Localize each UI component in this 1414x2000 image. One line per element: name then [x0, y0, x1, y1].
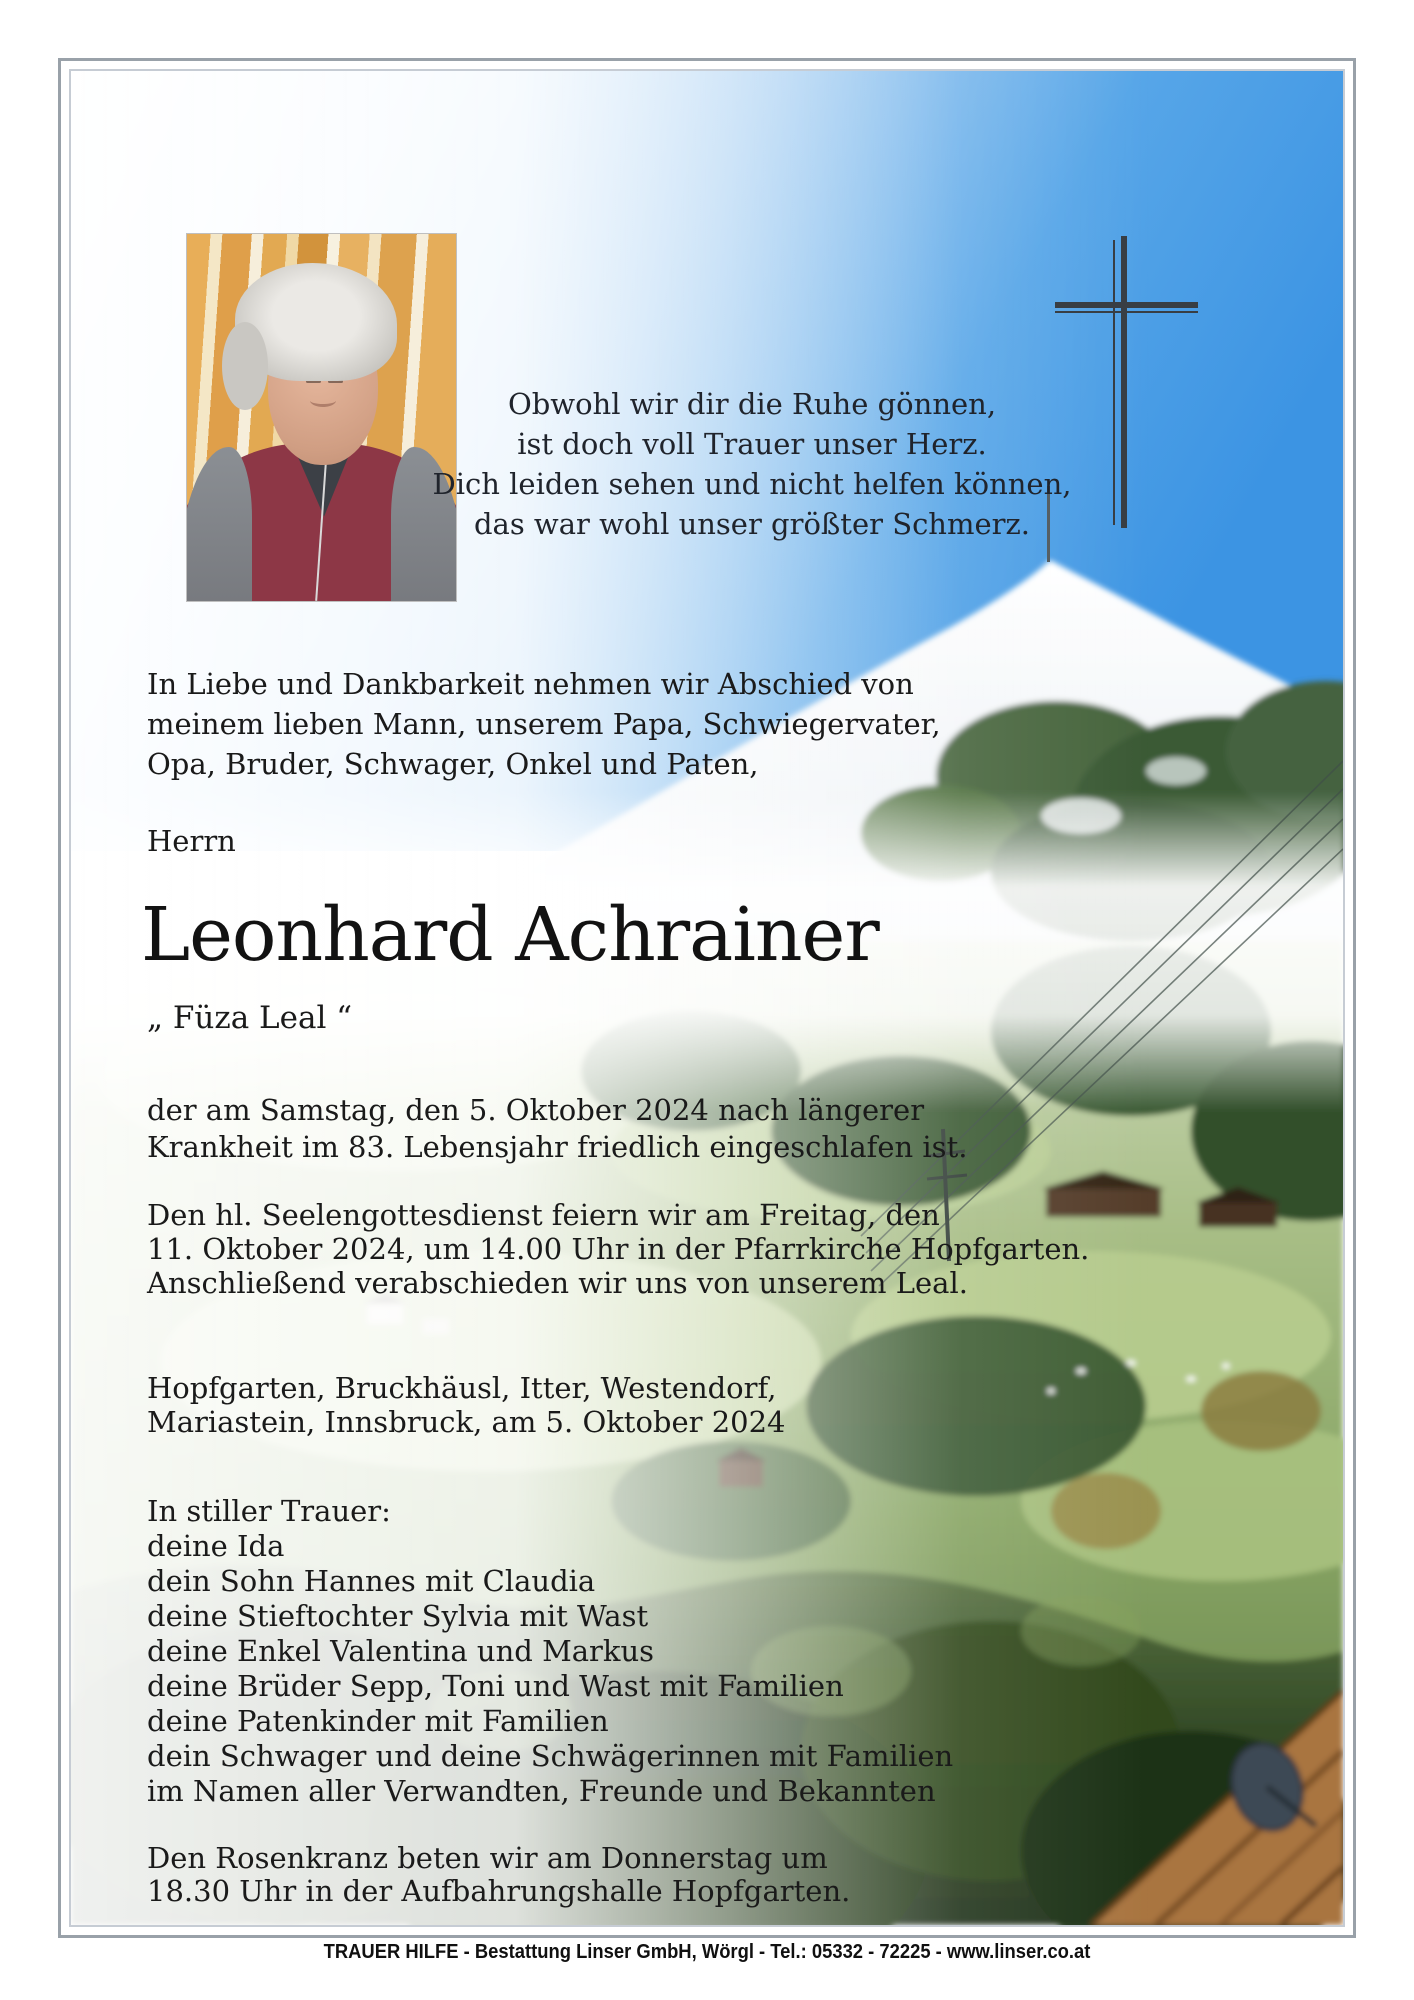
rosary-line: Den Rosenkranz beten wir am Donnerstag um	[147, 1841, 828, 1875]
mourner-line: deine Brüder Sepp, Toni und Wast mit Familien	[147, 1669, 844, 1703]
verse-line: Dich leiden sehen und nicht helfen können,	[432, 467, 1072, 501]
death-date-block	[147, 1092, 967, 1166]
salutation: Herrn	[147, 824, 236, 858]
verse-line: das war wohl unser größter Schmerz.	[473, 507, 1031, 541]
farewell-intro-block	[147, 664, 941, 784]
funeral-service-line: Anschließend verabschieden wir uns von unserem Leal.	[147, 1266, 968, 1300]
mourner-line: dein Schwager und deine Schwägerinnen mit Familien	[147, 1739, 954, 1773]
portrait-hair-side	[222, 322, 268, 410]
cross-horizontal-thin-bar	[1055, 311, 1198, 313]
farewell-intro-line: meinem lieben Mann, unserem Papa, Schwiegervater,	[147, 707, 941, 741]
farewell-intro-line: Opa, Bruder, Schwager, Onkel und Paten,	[147, 747, 759, 781]
mourners-heading: In stiller Trauer:	[147, 1494, 391, 1528]
rosary-line: 18.30 Uhr in der Aufbahrungshalle Hopfgarten.	[147, 1874, 851, 1908]
portrait-mouth	[310, 394, 336, 407]
mourner-line: deine Stieftochter Sylvia mit Wast	[147, 1599, 649, 1633]
mourners-block	[147, 1494, 953, 1809]
mourner-line: deine Ida	[147, 1529, 285, 1563]
mourner-line: deine Patenkinder mit Familien	[147, 1704, 609, 1738]
deceased-name: Leonhard Achrainer	[141, 892, 879, 978]
mourner-line: dein Sohn Hannes mit Claudia	[147, 1564, 596, 1598]
verse-block	[340, 384, 1164, 544]
funeral-home-footer: TRAUER HILFE - Bestattung Linser GmbH, Wörgl - Tel.: 05332 - 72225 - www.linser.co.at	[323, 1941, 1091, 1963]
funeral-service-line: 11. Oktober 2024, um 14.00 Uhr in der Pfarrkirche Hopfgarten.	[147, 1232, 1090, 1266]
places-date-block	[147, 1371, 786, 1439]
cross-horizontal-bar	[1055, 302, 1198, 308]
deceased-nickname: „ Füza Leal “	[147, 1000, 353, 1036]
portrait-eye-left	[306, 380, 320, 383]
rosary-block	[147, 1842, 850, 1908]
funeral-service-line: Den hl. Seelengottesdienst feiern wir am Freitag, den	[147, 1198, 940, 1232]
verse-line: ist doch voll Trauer unser Herz.	[517, 427, 987, 461]
funeral-service-block	[147, 1198, 1089, 1300]
mourner-line: im Namen aller Verwandten, Freunde und Bekannten	[147, 1774, 936, 1808]
portrait-eye-right	[328, 380, 342, 383]
places-date-line: Mariastein, Innsbruck, am 5. Oktober 2024	[147, 1405, 786, 1439]
death-date-line: der am Samstag, den 5. Oktober 2024 nach längerer	[147, 1093, 925, 1127]
death-date-line: Krankheit im 83. Lebensjahr friedlich eingeschlafen ist.	[147, 1130, 968, 1164]
mourner-line: deine Enkel Valentina und Markus	[147, 1634, 655, 1668]
verse-line: Obwohl wir dir die Ruhe gönnen,	[507, 387, 997, 421]
places-date-line: Hopfgarten, Bruckhäusl, Itter, Westendorf,	[147, 1371, 777, 1405]
farewell-intro-line: In Liebe und Dankbarkeit nehmen wir Abschied von	[147, 667, 914, 701]
